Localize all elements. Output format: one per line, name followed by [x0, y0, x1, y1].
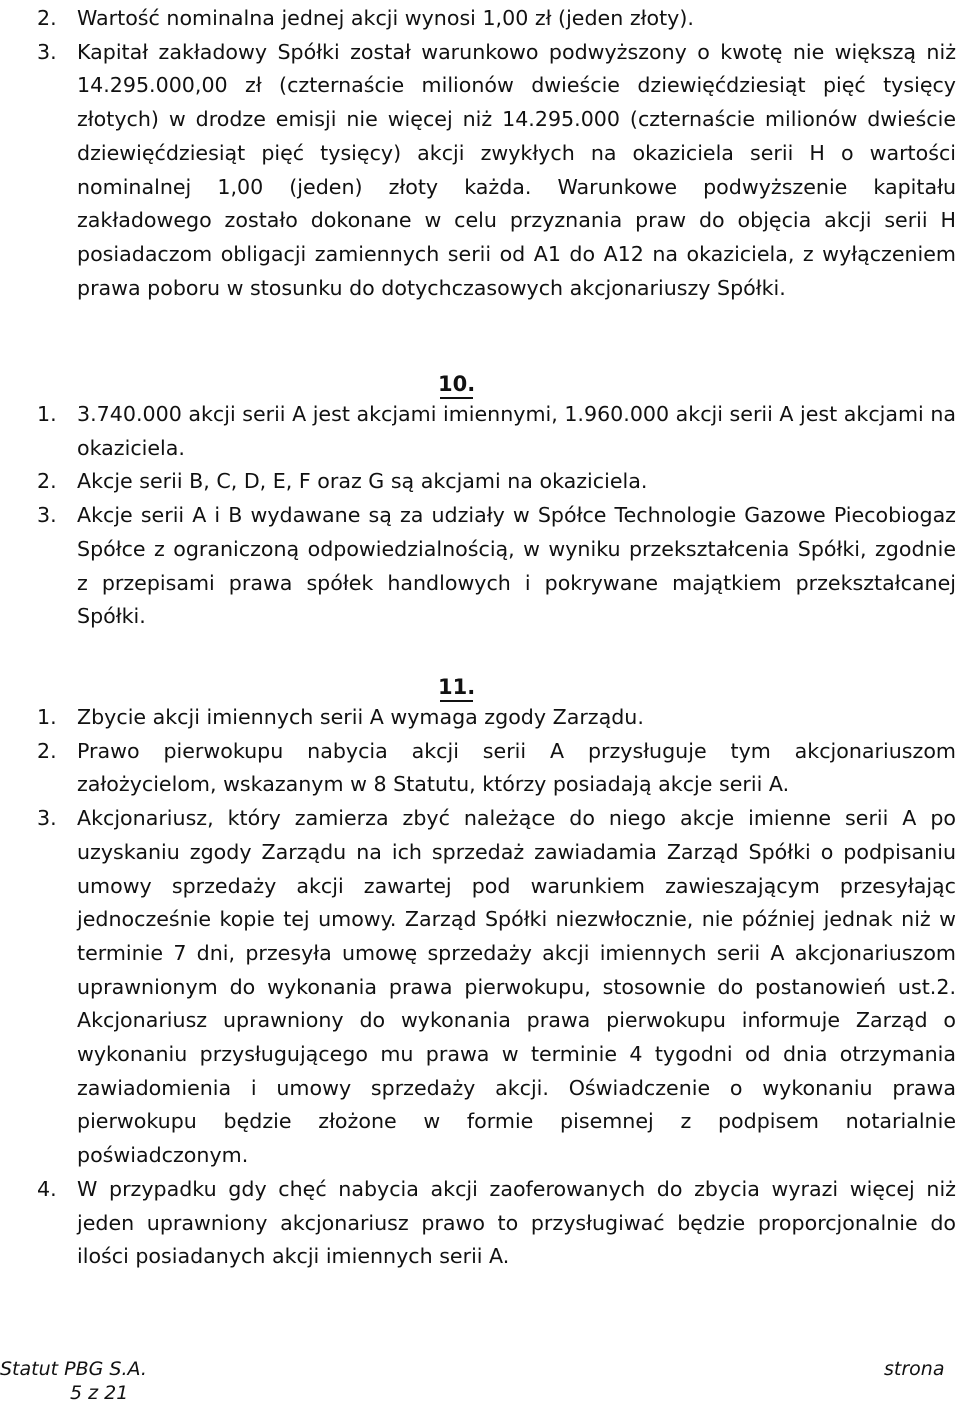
section-top: [0, 2, 960, 305]
item-text: Zbycie akcji imiennych serii A wymaga zgody Zarządu.: [77, 705, 644, 729]
section-number: 10.: [438, 368, 475, 401]
item-number: 1.: [37, 402, 57, 426]
list-item: [0, 802, 960, 1173]
item-number: 2.: [37, 6, 57, 30]
section-heading: [0, 364, 960, 398]
list-item: [0, 398, 960, 465]
section-10: [0, 364, 960, 634]
item-number: 3.: [37, 503, 57, 528]
item-number: 1.: [37, 705, 57, 729]
footer-document-title: Statut PBG S.A.: [0, 1358, 147, 1380]
section-11: [0, 667, 960, 1274]
item-text: Wartość nominalna jednej akcji wynosi 1,00 zł (jeden złoty).: [77, 6, 694, 30]
section-heading: [0, 667, 960, 701]
list-item: [0, 735, 960, 802]
footer-page-label: strona: [884, 1358, 945, 1380]
list-item: [0, 701, 960, 735]
list-item: [0, 499, 960, 634]
item-number: 3.: [37, 806, 57, 831]
item-text: Akcjonariusz, który zamierza zbyć należące do niego akcje imienne serii A po uzyskaniu zgody Zarządu na ich sprzedaż zawiadamia Zarząd Spółki o podpisaniu umowy sprzedaży akcji zawartej pod warunkiem zawieszającym przesyłając jednocześnie kopie tej umowy. Zarząd Spółki niezwłocznie, nie później jednak niż w terminie 7 dni, przesyła umowę sprzedaży akcji imiennych serii A akcjonariuszom uprawnionym do wykonania prawa pierwokupu, stosownie do postanowień ust.2. Akcjonariusz uprawniony do wykonania prawa pierwokupu informuje Zarząd o wykonaniu przysługującego mu prawa w terminie 4 tygodni od dnia otrzymania zawiadomienia i umowy sprzedaży akcji. Oświadczenie o wykonaniu prawa pierwokupu będzie złożone w formie pisemnej z podpisem notarialnie poświadczonym.: [77, 806, 956, 1168]
list-item: [0, 36, 960, 306]
item-text: Akcje serii B, C, D, E, F oraz G są akcjami na okaziciela.: [77, 469, 648, 494]
list-item: [0, 465, 960, 499]
section-number: 11.: [438, 671, 475, 704]
list-item: [0, 2, 960, 36]
item-number: 2.: [37, 469, 57, 494]
item-text: Prawo pierwokupu nabycia akcji serii A przysługuje tym akcjonariuszom założycielom, wskazanym w 8 Statutu, którzy posiadają akcje serii A.: [77, 738, 956, 797]
item-number: 3.: [37, 39, 57, 64]
item-text: Akcje serii A i B wydawane są za udziały w Spółce Technologie Gazowe Piecobiogaz Spółce z ograniczoną odpowiedzialnością, w wyniku przekształcenia Spółki, zgodnie z przepisami prawa spółek handlowych i pokrywane majątkiem przekształcanej Spółki.: [77, 503, 956, 629]
item-text: Kapitał zakładowy Spółki został warunkowo podwyższony o kwotę nie większą niż 14.295.000,00 zł (czternaście milionów dwieście dziewięćdziesiąt pięć tysięcy złotych) w drodze emisji nie więcej niż 14.295.000 (czternaście milionów dwieście dziewięćdziesiąt pięć tysięcy) akcji zwykłych na okaziciela serii H o wartości nominalnej 1,00 (jeden) złoty każda. Warunkowe podwyższenie kapitału zakładowego zostało dokonane w celu przyznania praw do objęcia akcji serii H posiadaczom obligacji zamiennych serii od A1 do A12 na okaziciela, z wyłączeniem prawa poboru w stosunku do dotychczasowych akcjonariuszy Spółki.: [77, 39, 956, 300]
footer-page-number: 5 z 21: [70, 1382, 129, 1404]
list-item: [0, 1173, 960, 1274]
item-number: 4.: [37, 1176, 57, 1201]
item-text: W przypadku gdy chęć nabycia akcji zaoferowanych do zbycia wyrazi więcej niż jeden uprawniony akcjonariusz prawo to przysługiwać będzie proporcjonalnie do ilości posiadanych akcji imiennych serii A.: [77, 1176, 956, 1269]
item-text: 3.740.000 akcji serii A jest akcjami imiennymi, 1.960.000 akcji serii A jest akcjami na okaziciela.: [77, 402, 956, 460]
item-number: 2.: [37, 738, 57, 763]
